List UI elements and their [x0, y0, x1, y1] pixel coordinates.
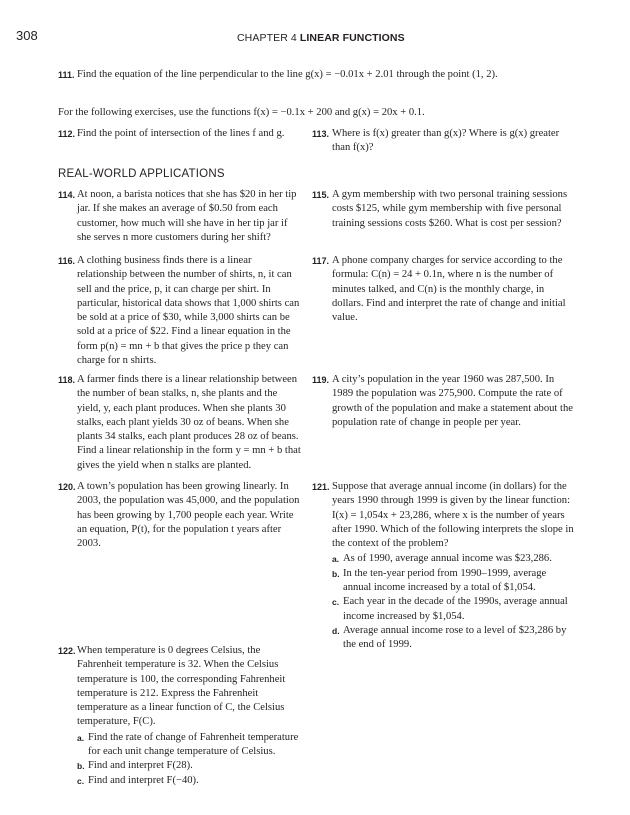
problem-body — [77, 644, 303, 788]
problem-number: 122. — [58, 646, 76, 656]
problem-text: When temperature is 0 degrees Celsius, the Fahrenheit temperature is 32. When the Celsius temperature is 100, the corresponding Fahrenheit temperature is 212. Express the Fahrenheit temperature as a linear function of C, the Celsius temperature, F(C). — [77, 645, 286, 728]
chapter-header — [237, 31, 405, 45]
problem-114 — [58, 188, 303, 245]
part-label: c. — [77, 775, 85, 786]
problem-115 — [312, 188, 574, 231]
problem-121 — [312, 480, 574, 653]
problem-122 — [58, 644, 303, 788]
problem-text: A farmer finds there is a linear relationship between the number of bean stalks, n, she plants and the yield, y, each plant produces. When she plants 30 stalks, each plant yields 30 oz of beans. When she plants 34 stalks, each plant produces 28 oz of beans. Find a linear relationship in the form y = mn + b that gives the yield when n stalks are planted. — [77, 374, 301, 471]
problem-body — [332, 480, 574, 653]
part-b — [77, 759, 303, 773]
problem-text: A phone company charges for service according to the formula: C(n) = 24 + 0.1n, where n is the number of minutes talked, and C(n) is the monthly charge, in dollars. Find and interpret the rate of change and initial value. — [332, 255, 566, 324]
problem-number: 117. — [312, 256, 330, 266]
problem-112 — [58, 127, 303, 141]
problem-text: A clothing business finds there is a linear relationship between the number of shirts, n, it can sell and the price, p, it can charge per shirt. In particular, historical data shows that 1,000 shirts can be sold at a price of $30, while 3,000 shirts can be sold at a price of $22. Find a linear equation in the form p(n) = mn + b that gives the price p they can charge for n shirts. — [77, 255, 300, 367]
problem-text: A gym membership with two personal training sessions costs $125, while gym membership with five personal training sessions costs $260. What is cost per session? — [332, 189, 568, 229]
part-text: Find and interpret F(28). — [88, 760, 193, 772]
part-b — [332, 567, 574, 596]
problem-text: Where is f(x) greater than g(x)? Where is g(x) greater than f(x)? — [332, 128, 560, 154]
problem-number: 119. — [312, 375, 330, 385]
problem-number: 121. — [312, 482, 330, 492]
part-text: Average annual income rose to a level of $23,286 by the end of 1999. — [343, 624, 567, 651]
problem-number: 112. — [58, 129, 76, 139]
part-label: b. — [332, 568, 340, 579]
problem-text: Find the equation of the line perpendicular to the line g(x) = −0.01x + 2.01 through the point (1, 2). — [77, 69, 498, 80]
problem-text: A town’s population has been growing linearly. In 2003, the population was 45,000, and the population has been growing by 1,700 people each year. Write an equation, P(t), for the population t years after 2003. — [77, 481, 300, 550]
problem-text: Find the point of intersection of the lines f and g. — [77, 128, 285, 139]
chapter-label: CHAPTER 4 — [237, 32, 297, 44]
problem-number: 114. — [58, 190, 76, 200]
part-c — [77, 774, 303, 788]
problem-116 — [58, 254, 303, 368]
problem-parts — [332, 552, 574, 652]
part-text: In the ten-year period from 1990–1999, average annual income increased by a total of $1,054. — [343, 567, 547, 594]
part-label: a. — [332, 554, 340, 565]
problem-number: 120. — [58, 482, 76, 492]
part-label: c. — [332, 597, 340, 608]
instructions-text: For the following exercises, use the functions f(x) = −0.1x + 200 and g(x) = 20x + 0.1. — [58, 107, 425, 118]
problem-117 — [312, 254, 574, 325]
problem-number: 118. — [58, 375, 76, 385]
part-label: b. — [77, 761, 85, 772]
problem-120 — [58, 480, 303, 551]
problem-parts — [77, 731, 303, 788]
problem-text: Suppose that average annual income (in dollars) for the years 1990 through 1999 is given by the linear function: I(x) = 1,054x + 23,286, where x is the number of years after 1990. Which of the following interprets the slope in the context of the problem? — [332, 481, 574, 550]
part-text: As of 1990, average annual income was $23,286. — [343, 553, 552, 565]
problem-111 — [58, 68, 578, 82]
part-text: Find the rate of change of Fahrenheit temperature for each unit change temperature of Celsius. — [88, 731, 299, 758]
problem-118 — [58, 373, 303, 473]
part-label: d. — [332, 625, 340, 636]
part-a — [77, 731, 303, 760]
problem-119 — [312, 373, 574, 430]
chapter-title: LINEAR FUNCTIONS — [299, 32, 405, 44]
part-text: Find and interpret F(−40). — [88, 774, 199, 786]
part-a — [332, 552, 574, 566]
problem-113 — [312, 127, 574, 156]
problem-number: 116. — [58, 256, 76, 266]
page-number: 308 — [16, 28, 38, 43]
section-heading: REAL-WORLD APPLICATIONS — [58, 168, 225, 180]
part-label: a. — [77, 732, 85, 743]
part-text: Each year in the decade of the 1990s, average annual income increased by $1,054. — [343, 596, 568, 622]
part-d — [332, 624, 574, 653]
problem-text: At noon, a barista notices that she has $20 in her tip jar. If she makes an average of $0.50 from each customer, how much will she have in her tip jar if she serves n more customers during her shift? — [77, 189, 297, 243]
problem-number: 111. — [58, 70, 75, 80]
problem-number: 113. — [312, 129, 330, 139]
problem-number: 115. — [312, 190, 330, 200]
part-c — [332, 595, 574, 624]
problem-text: A city’s population in the year 1960 was 287,500. In 1989 the population was 275,900. Compute the rate of growth of the population and make a statement about the population rate of change in people per year. — [332, 374, 573, 428]
